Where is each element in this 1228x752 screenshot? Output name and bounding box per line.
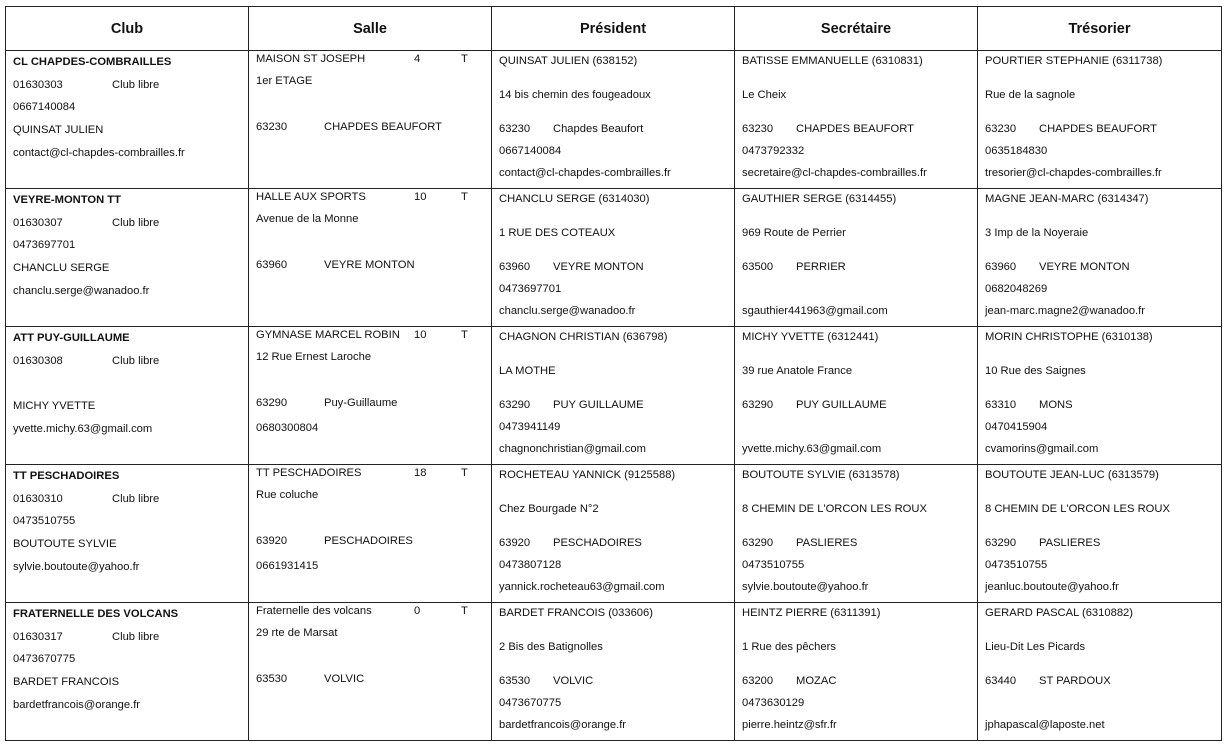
- club-email[interactable]: sylvie.boutoute@yahoo.fr: [13, 561, 140, 573]
- secretaire-address: 1 Rue des pêchers: [742, 641, 836, 653]
- club-type: Club libre: [112, 631, 160, 643]
- tresorier-name: GERARD PASCAL (6310882): [985, 607, 1133, 619]
- president-name: QUINSAT JULIEN (638152): [499, 55, 638, 67]
- president-postcode: 63530: [499, 675, 531, 687]
- salle-t: T: [461, 329, 468, 341]
- club-cell: [6, 327, 249, 465]
- secretaire-cell: [735, 189, 978, 327]
- salle-cell: [249, 51, 492, 189]
- secretaire-city: PERRIER: [796, 261, 846, 273]
- president-phone: 0473807128: [499, 559, 562, 571]
- salle-postcode: 63530: [256, 673, 288, 685]
- club-name: TT PESCHADOIRES: [13, 470, 120, 482]
- tresorier-phone: 0635184830: [985, 145, 1048, 157]
- secretaire-email[interactable]: pierre.heintz@sfr.fr: [742, 719, 837, 731]
- table-row: [6, 465, 1222, 603]
- header-president: Président: [492, 7, 735, 51]
- header-secretaire: Secrétaire: [735, 7, 978, 51]
- secretaire-postcode: 63290: [742, 399, 774, 411]
- club-contact: CHANCLU SERGE: [13, 262, 110, 274]
- salle-tables: 10: [414, 329, 427, 341]
- club-contact: QUINSAT JULIEN: [13, 124, 104, 136]
- secretaire-phone: 0473630129: [742, 697, 805, 709]
- tresorier-cell: [978, 603, 1222, 741]
- table-row: [6, 327, 1222, 465]
- president-phone: 0473670775: [499, 697, 562, 709]
- tresorier-name: BOUTOUTE JEAN-LUC (6313579): [985, 469, 1159, 481]
- president-city: PUY GUILLAUME: [553, 399, 644, 411]
- club-type: Club libre: [112, 79, 160, 91]
- secretaire-name: HEINTZ PIERRE (6311391): [742, 607, 881, 619]
- tresorier-postcode: 63310: [985, 399, 1017, 411]
- club-phone: 0473670775: [13, 653, 76, 665]
- secretaire-city: MOZAC: [796, 675, 837, 687]
- salle-cell: [249, 603, 492, 741]
- tresorier-city: PASLIERES: [1039, 537, 1101, 549]
- secretaire-address: 39 rue Anatole France: [742, 365, 853, 377]
- secretaire-cell: [735, 327, 978, 465]
- tresorier-city: MONS: [1039, 399, 1073, 411]
- salle-city: VEYRE MONTON: [324, 259, 415, 271]
- tresorier-email[interactable]: jphapascal@laposte.net: [985, 719, 1105, 731]
- salle-tables: 10: [414, 191, 427, 203]
- tresorier-postcode: 63440: [985, 675, 1017, 687]
- president-postcode: 63230: [499, 123, 531, 135]
- salle-address: 1er ETAGE: [256, 75, 313, 87]
- president-email[interactable]: contact@cl-chapdes-combrailles.fr: [499, 167, 671, 179]
- tresorier-name: POURTIER STEPHANIE (6311738): [985, 55, 1163, 67]
- club-phone: 0667140084: [13, 101, 76, 113]
- tresorier-city: ST PARDOUX: [1039, 675, 1111, 687]
- salle-address: Avenue de la Monne: [256, 213, 359, 225]
- salle-postcode: 63920: [256, 535, 288, 547]
- salle-cell: [249, 327, 492, 465]
- club-contact: BOUTOUTE SYLVIE: [13, 538, 117, 550]
- salle-city: PESCHADOIRES: [324, 535, 413, 547]
- tresorier-cell: [978, 327, 1222, 465]
- tresorier-address: Rue de la sagnole: [985, 89, 1076, 101]
- president-city: VEYRE MONTON: [553, 261, 644, 273]
- club-code: 01630308: [13, 355, 63, 367]
- president-phone: 0473941149: [499, 421, 561, 433]
- salle-tables: 18: [414, 467, 427, 479]
- tresorier-email[interactable]: cvamorins@gmail.com: [985, 443, 1099, 455]
- secretaire-address: 969 Route de Perrier: [742, 227, 846, 239]
- club-code: 01630317: [13, 631, 63, 643]
- salle-t: T: [461, 605, 468, 617]
- club-email[interactable]: contact@cl-chapdes-combrailles.fr: [13, 147, 185, 159]
- tresorier-email[interactable]: tresorier@cl-chapdes-combrailles.fr: [985, 167, 1162, 179]
- president-postcode: 63920: [499, 537, 531, 549]
- tresorier-postcode: 63290: [985, 537, 1017, 549]
- tresorier-name: MORIN CHRISTOPHE (6310138): [985, 331, 1153, 343]
- president-name: CHANCLU SERGE (6314030): [499, 193, 650, 205]
- salle-t: T: [461, 53, 468, 65]
- tresorier-phone: 0470415904: [985, 421, 1048, 433]
- secretaire-postcode: 63500: [742, 261, 774, 273]
- club-cell: [6, 189, 249, 327]
- salle-address: 12 Rue Ernest Laroche: [256, 351, 372, 363]
- salle-postcode: 63230: [256, 121, 288, 133]
- clubs-table: [5, 6, 1222, 741]
- salle-name: MAISON ST JOSEPH: [256, 53, 366, 65]
- president-name: CHAGNON CHRISTIAN (636798): [499, 331, 668, 343]
- secretaire-name: GAUTHIER SERGE (6314455): [742, 193, 897, 205]
- club-name: CL CHAPDES-COMBRAILLES: [13, 56, 172, 68]
- secretaire-email[interactable]: yvette.michy.63@gmail.com: [742, 443, 882, 455]
- table-row: [6, 51, 1222, 189]
- secretaire-postcode: 63290: [742, 537, 774, 549]
- club-name: FRATERNELLE DES VOLCANS: [13, 608, 179, 620]
- salle-t: T: [461, 467, 468, 479]
- tresorier-cell: [978, 465, 1222, 603]
- tresorier-city: CHAPDES BEAUFORT: [1039, 123, 1157, 135]
- tresorier-address: 10 Rue des Saignes: [985, 365, 1086, 377]
- salle-city: VOLVIC: [324, 673, 365, 685]
- president-postcode: 63290: [499, 399, 531, 411]
- tresorier-address: 8 CHEMIN DE L'ORCON LES ROUX: [985, 503, 1170, 515]
- club-type: Club libre: [112, 217, 160, 229]
- salle-name: GYMNASE MARCEL ROBIN: [256, 329, 400, 341]
- club-cell: [6, 465, 249, 603]
- president-phone: 0667140084: [499, 145, 562, 157]
- club-name: VEYRE-MONTON TT: [13, 194, 121, 206]
- president-cell: [492, 327, 735, 465]
- secretaire-address: Le Cheix: [742, 89, 787, 101]
- salle-address: 29 rte de Marsat: [256, 627, 338, 639]
- secretaire-cell: [735, 465, 978, 603]
- president-cell: [492, 465, 735, 603]
- club-code: 01630307: [13, 217, 63, 229]
- secretaire-postcode: 63230: [742, 123, 774, 135]
- president-phone: 0473697701: [499, 283, 562, 295]
- president-city: Chapdes Beaufort: [553, 123, 644, 135]
- president-address: LA MOTHE: [499, 365, 556, 377]
- club-code: 01630310: [13, 493, 63, 505]
- president-address: Chez Bourgade N°2: [499, 503, 599, 515]
- president-email[interactable]: chanclu.serge@wanadoo.fr: [499, 305, 636, 317]
- salle-tables: 4: [414, 53, 421, 65]
- club-type: Club libre: [112, 493, 160, 505]
- salle-tables: 0: [414, 605, 421, 617]
- president-address: 14 bis chemin des fougeadoux: [499, 89, 651, 101]
- club-phone: 0473697701: [13, 239, 76, 251]
- tresorier-postcode: 63230: [985, 123, 1017, 135]
- salle-address: Rue coluche: [256, 489, 319, 501]
- club-name: ATT PUY-GUILLAUME: [13, 332, 130, 344]
- salle-name: HALLE AUX SPORTS: [256, 191, 366, 203]
- secretaire-name: BOUTOUTE SYLVIE (6313578): [742, 469, 900, 481]
- header-club: Club: [6, 7, 249, 51]
- tresorier-city: VEYRE MONTON: [1039, 261, 1130, 273]
- tresorier-phone: 0682048269: [985, 283, 1048, 295]
- president-email[interactable]: chagnonchristian@gmail.com: [499, 443, 646, 455]
- salle-postcode: 63960: [256, 259, 288, 271]
- secretaire-email[interactable]: sgauthier441963@gmail.com: [742, 305, 888, 317]
- tresorier-cell: [978, 51, 1222, 189]
- tresorier-cell: [978, 189, 1222, 327]
- tresorier-phone: 0473510755: [985, 559, 1048, 571]
- secretaire-email[interactable]: sylvie.boutoute@yahoo.fr: [742, 581, 869, 593]
- tresorier-name: MAGNE JEAN-MARC (6314347): [985, 193, 1149, 205]
- salle-name: TT PESCHADOIRES: [256, 467, 362, 479]
- president-city: VOLVIC: [553, 675, 594, 687]
- table-body: [6, 51, 1222, 741]
- salle-city: Puy-Guillaume: [324, 397, 398, 409]
- salle-postcode: 63290: [256, 397, 288, 409]
- header-row: [6, 7, 1222, 51]
- club-phone: 0473510755: [13, 515, 76, 527]
- header-tresorier: Trésorier: [978, 7, 1222, 51]
- president-name: BARDET FRANCOIS (033606): [499, 607, 653, 619]
- club-code: 01630303: [13, 79, 63, 91]
- secretaire-name: BATISSE EMMANUELLE (6310831): [742, 55, 923, 67]
- salle-cell: [249, 465, 492, 603]
- secretaire-name: MICHY YVETTE (6312441): [742, 331, 879, 343]
- header-salle: Salle: [249, 7, 492, 51]
- club-cell: [6, 51, 249, 189]
- secretaire-city: PASLIERES: [796, 537, 858, 549]
- president-name: ROCHETEAU YANNICK (9125588): [499, 469, 676, 481]
- club-contact: BARDET FRANCOIS: [13, 676, 120, 688]
- club-email[interactable]: yvette.michy.63@gmail.com: [13, 423, 153, 435]
- club-email[interactable]: bardetfrancois@orange.fr: [13, 699, 141, 711]
- salle-phone: 0680300804: [256, 422, 319, 434]
- salle-city: CHAPDES BEAUFORT: [324, 121, 442, 133]
- president-email[interactable]: yannick.rocheteau63@gmail.com: [499, 581, 665, 593]
- secretaire-cell: [735, 51, 978, 189]
- president-address: 1 RUE DES COTEAUX: [499, 227, 616, 239]
- president-postcode: 63960: [499, 261, 531, 273]
- secretaire-city: CHAPDES BEAUFORT: [796, 123, 914, 135]
- president-city: PESCHADOIRES: [553, 537, 642, 549]
- secretaire-email[interactable]: secretaire@cl-chapdes-combrailles.fr: [742, 167, 927, 179]
- tresorier-postcode: 63960: [985, 261, 1017, 273]
- table-row: [6, 189, 1222, 327]
- salle-phone: 0661931415: [256, 560, 319, 572]
- tresorier-address: 3 Imp de la Noyeraie: [985, 227, 1089, 239]
- salle-name: Fraternelle des volcans: [256, 605, 372, 617]
- president-cell: [492, 51, 735, 189]
- president-cell: [492, 603, 735, 741]
- secretaire-postcode: 63200: [742, 675, 774, 687]
- club-cell: [6, 603, 249, 741]
- club-type: Club libre: [112, 355, 160, 367]
- secretaire-phone: 0473510755: [742, 559, 805, 571]
- president-address: 2 Bis des Batignolles: [499, 641, 603, 653]
- secretaire-cell: [735, 603, 978, 741]
- tresorier-address: Lieu-Dit Les Picards: [985, 641, 1086, 653]
- president-email[interactable]: bardetfrancois@orange.fr: [499, 719, 627, 731]
- president-cell: [492, 189, 735, 327]
- tresorier-email[interactable]: jean-marc.magne2@wanadoo.fr: [985, 305, 1145, 317]
- salle-cell: [249, 189, 492, 327]
- secretaire-address: 8 CHEMIN DE L'ORCON LES ROUX: [742, 503, 927, 515]
- secretaire-phone: 0473792332: [742, 145, 805, 157]
- table-row: [6, 603, 1222, 741]
- club-contact: MICHY YVETTE: [13, 400, 96, 412]
- salle-t: T: [461, 191, 468, 203]
- tresorier-email[interactable]: jeanluc.boutoute@yahoo.fr: [985, 581, 1119, 593]
- club-email[interactable]: chanclu.serge@wanadoo.fr: [13, 285, 150, 297]
- secretaire-city: PUY GUILLAUME: [796, 399, 887, 411]
